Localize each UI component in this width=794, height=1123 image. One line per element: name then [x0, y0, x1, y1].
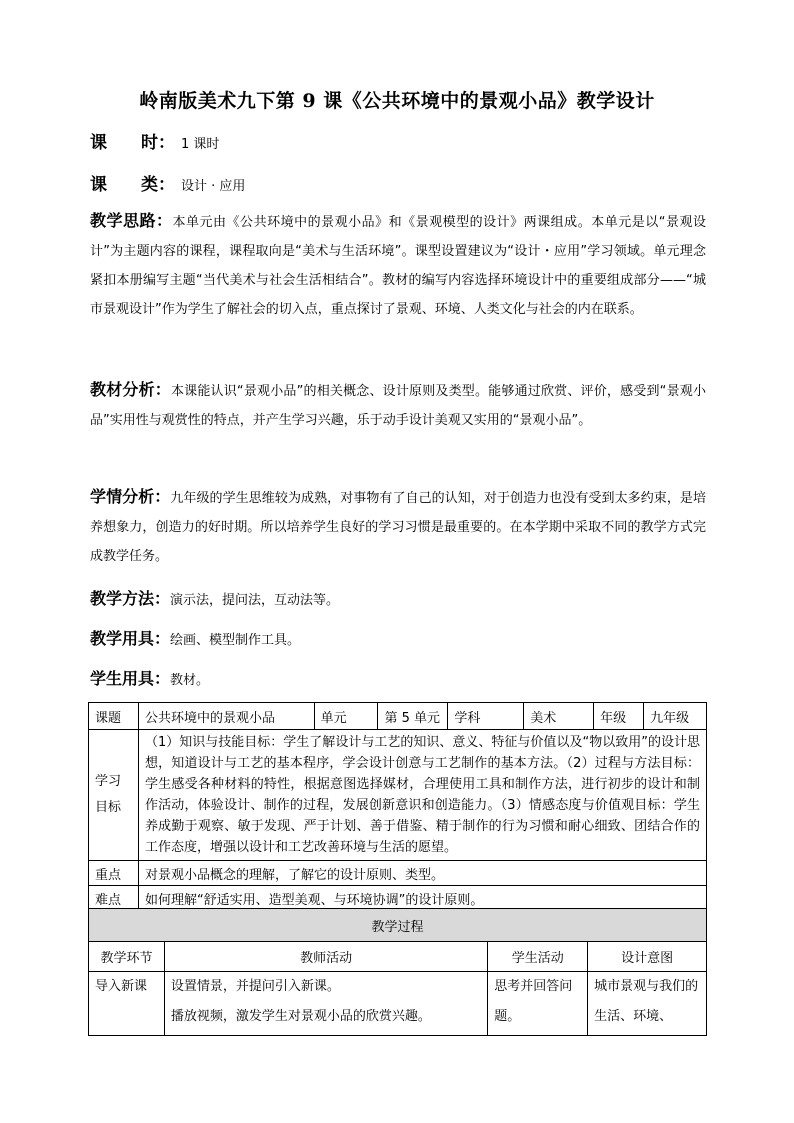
student-tools-label: 学生用具： — [90, 669, 171, 688]
student-analysis-label: 学情分析： — [90, 487, 171, 506]
process-stage: 导入新课 — [89, 972, 165, 1036]
type-line — [90, 170, 245, 195]
goals-row — [89, 730, 707, 861]
material-analysis-text: 本课能认识“景观小品”的相关概念、设计原则及类型。能够通过欣赏、评价，感受到“景观小品”实用性与观赏性的特点，并产生学习兴趣，乐于动手设计美观又实用的“景观小品”。 — [90, 384, 706, 428]
student-tools-section — [90, 664, 706, 695]
lesson-info-table — [88, 702, 707, 911]
key-label: 重点 — [89, 861, 139, 886]
process-student: 思考并回答问题。 — [488, 972, 588, 1036]
teacher-activity-1: 设置情景，并提问引入新课。 — [170, 979, 340, 994]
teaching-idea-section — [90, 206, 706, 324]
process-table — [88, 908, 707, 1036]
col-intent: 设计意图 — [588, 942, 707, 972]
teaching-tools-text: 绘画、模型制作工具。 — [170, 633, 301, 648]
teacher-activity-2: 播放视频，激发学生对景观小品的欣赏兴趣。 — [170, 1009, 431, 1024]
student-analysis-section — [90, 482, 706, 571]
col-stage: 教学环节 — [89, 942, 165, 972]
type-label: 课 类： — [90, 175, 175, 195]
process-row — [89, 972, 707, 1036]
goals-label: 学习目标 — [89, 730, 139, 861]
teaching-tools-section — [90, 624, 706, 655]
difficulty-text: 如何理解“舒适实用、造型美观、与环境协调”的设计原则。 — [138, 886, 706, 911]
process-columns-row — [89, 942, 707, 972]
topic-row — [89, 703, 707, 730]
type-value: 设计 · 应用 — [181, 179, 246, 194]
teaching-method-text: 演示法，提问法，互动法等。 — [170, 593, 340, 608]
key-row — [89, 861, 707, 886]
subject-label: 学科 — [448, 703, 524, 730]
teaching-tools-label: 教学用具： — [90, 629, 171, 648]
key-text: 对景观小品概念的理解，了解它的设计原则、类型。 — [138, 861, 706, 886]
teaching-method-section — [90, 584, 706, 615]
grade-value: 九年级 — [644, 703, 707, 730]
topic-label: 课题 — [89, 703, 139, 730]
page-title: 岭南版美术九下第 9 课《公共环境中的景观小品》教学设计 — [139, 90, 655, 112]
difficulty-label: 难点 — [89, 886, 139, 911]
material-analysis-label: 教材分析： — [90, 380, 171, 399]
subject-value: 美术 — [524, 703, 594, 730]
teaching-idea-label: 教学思路： — [90, 211, 173, 230]
teaching-idea-text: 本单元由《公共环境中的景观小品》和《景观模型的设计》两课组成。本单元是以“景观设计”为主题内容的课程，课程取向是“美术与生活环境”。课型设置建议为“设计・应用”学习领域。单元理念紧扣本册编写主题“当代美术与社会生活相结合”。教材的编写内容选择环境设计中的重要组成部分——“城市景观设计”作为学生了解社会的切入点，重点探讨了景观、环境、人类文化与社会的内在联系。 — [90, 215, 706, 317]
goals-text: （1）知识与技能目标：学生了解设计与工艺的知识、意义、特征与价值以及“物以致用”的设计思想，知道设计与工艺的基本程序，学会设计创意与工艺制作的基本方法。（2）过程与方法目标：学生感受各种材料的特性，根据意图选择媒材，合理使用工具和制作方法，进行初步的设计和制作活动，体验设计、制作的过程，发展创新意识和创造能力。（3）情感态度与价值观目标：学生养成勤于观察、敏于发现、严于计划、善于借鉴、精于制作的行为习惯和耐心细致、团结合作的工作态度，增强以设计和工艺改善环境与生活的愿望。 — [138, 730, 706, 861]
col-teacher: 教师活动 — [164, 942, 487, 972]
hours-line — [90, 128, 219, 153]
material-analysis-section — [90, 375, 706, 435]
process-intent: 城市景观与我们的生活、环境、 — [588, 972, 707, 1036]
difficulty-row — [89, 886, 707, 911]
process-header: 教学过程 — [89, 909, 707, 942]
teaching-method-label: 教学方法： — [90, 589, 171, 608]
student-tools-text: 教材。 — [170, 673, 210, 688]
process-teacher — [164, 972, 487, 1036]
process-header-row — [89, 909, 707, 942]
grade-label: 年级 — [594, 703, 644, 730]
col-student: 学生活动 — [488, 942, 588, 972]
topic-value: 公共环境中的景观小品 — [138, 703, 314, 730]
hours-label: 课 时： — [90, 133, 175, 153]
student-analysis-text: 九年级的学生思维较为成熟，对事物有了自己的认知，对于创造力也没有受到太多约束，是培养想象力，创造力的好时期。所以培养学生良好的学习习惯是最重要的。在本学期中采取不同的教学方式完成教学任务。 — [90, 491, 706, 564]
unit-value: 第 5 单元 — [378, 703, 448, 730]
hours-value: 1 课时 — [181, 137, 220, 152]
unit-label: 单元 — [314, 703, 378, 730]
